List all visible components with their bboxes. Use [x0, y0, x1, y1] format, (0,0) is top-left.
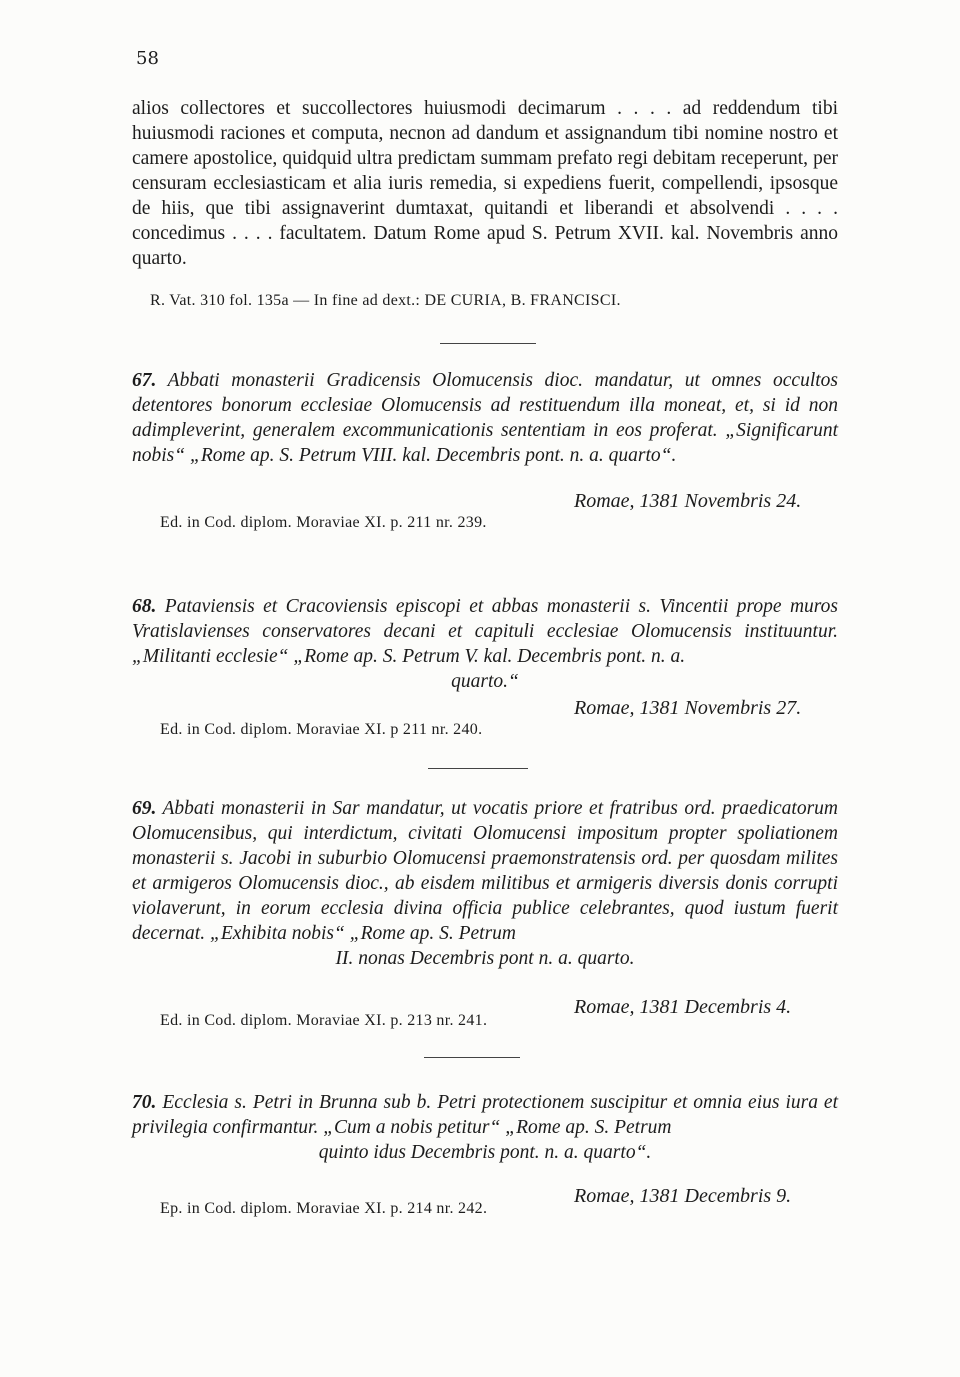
entry-68 — [132, 594, 838, 694]
continuation-source: R. Vat. 310 fol. 135a — In fine ad dext.: DE CURIA, B. FRANCISCI. — [150, 292, 621, 309]
separator-rule — [424, 1057, 520, 1058]
entry-67 — [132, 368, 838, 468]
entry-number: 67. — [132, 370, 157, 391]
entry-last-line: quinto idus Decembris pont. n. a. quarto“. — [318, 1142, 652, 1163]
entry-date: Romae, 1381 Decembris 4. — [574, 996, 792, 1018]
entry-number: 69. — [132, 798, 157, 819]
entry-source: Ed. in Cod. diplom. Moraviae XI. p. 213 nr. 241. — [160, 1012, 488, 1029]
entry-number: 70. — [132, 1092, 157, 1113]
entry-69 — [132, 796, 838, 971]
entry-text: Abbati monasterii in Sar mandatur, ut vocatis priore et fratribus ord. praedicatorum Olomucensibus, qui interdictum, civitati Olomucensi impositum propter spoliationem monasterii s. Jacobi in suburbio Olomucensi praemonstratensis ord. per quosdam milites et armigeros Olomucensis dioc., ab eisdem militibus et armigeris diversis donis corrupti violaverunt, in eorum ecclesia divina officia publice celebrantes, quod iustum fuerit decernat. „Exhibita nobis“ „Rome ap. S. Petrum — [132, 798, 838, 944]
entry-last-line: II. nonas Decembris pont n. a. quarto. — [335, 948, 635, 969]
entry-text: Abbati monasterii Gradicensis Olomucensis dioc. mandatur, ut omnes occultos detentores bonorum ecclesiae Olomucensis ad restituendum illa moneat, et, si id non adimpleverint, generalem excommunicationis sententiam in eos proferat. „Significarunt nobis“ „Rome ap. S. Petrum VIII. kal. Decembris pont. n. a. quarto“. — [132, 370, 839, 466]
entry-date: Romae, 1381 Novembris 24. — [574, 490, 802, 512]
entry-source: Ed. in Cod. diplom. Moraviae XI. p 211 nr. 240. — [160, 721, 483, 738]
entry-source: Ed. in Cod. diplom. Moraviae XI. p. 211 nr. 239. — [160, 514, 487, 531]
entry-source: Ep. in Cod. diplom. Moraviae XI. p. 214 nr. 242. — [160, 1200, 488, 1217]
entry-last-line: quarto.“ — [451, 671, 519, 692]
separator-rule — [428, 768, 528, 769]
separator-rule — [440, 343, 536, 344]
entry-70 — [132, 1090, 838, 1165]
entry-date: Romae, 1381 Novembris 27. — [574, 697, 802, 719]
entry-text: Ecclesia s. Petri in Brunna sub b. Petri protectionem suscipitur et omnia eius iura et privilegia confirmantur. „Cum a nobis petitur“ „Rome ap. S. Petrum — [132, 1092, 839, 1138]
continuation-text: alios collectores et succollectores huiusmodi decimarum . . . . ad reddendum tibi huiusmodi raciones et computa, necnon ad dandum et assignandum tibi nomine nostro et camere apostolice, quidquid ultra predictam summam prefato regi debitam receperunt, per censuram ecclesiasticam et alia iuris remedia, si expediens fuerit, compellendi, ipsosque de hiis, que tibi assignaverint dumtaxat, quitandi et liberandi et absolvendi . . . . concedimus . . . . facultatem. Datum Rome apud S. Petrum XVII. kal. Novembris anno quarto. — [132, 98, 838, 269]
entry-text: Pataviensis et Cracoviensis episcopi et abbas monasterii s. Vincentii prope muros Vratislavienses conservatores decani et capituli ecclesiae Olomucensis instituuntur. „Militanti ecclesie“ „Rome ap. S. Petrum V. kal. Decembris pont. n. a. — [132, 596, 839, 667]
page-number: 58 — [136, 48, 159, 69]
entry-number: 68. — [132, 596, 157, 617]
entry-date: Romae, 1381 Decembris 9. — [574, 1185, 792, 1207]
